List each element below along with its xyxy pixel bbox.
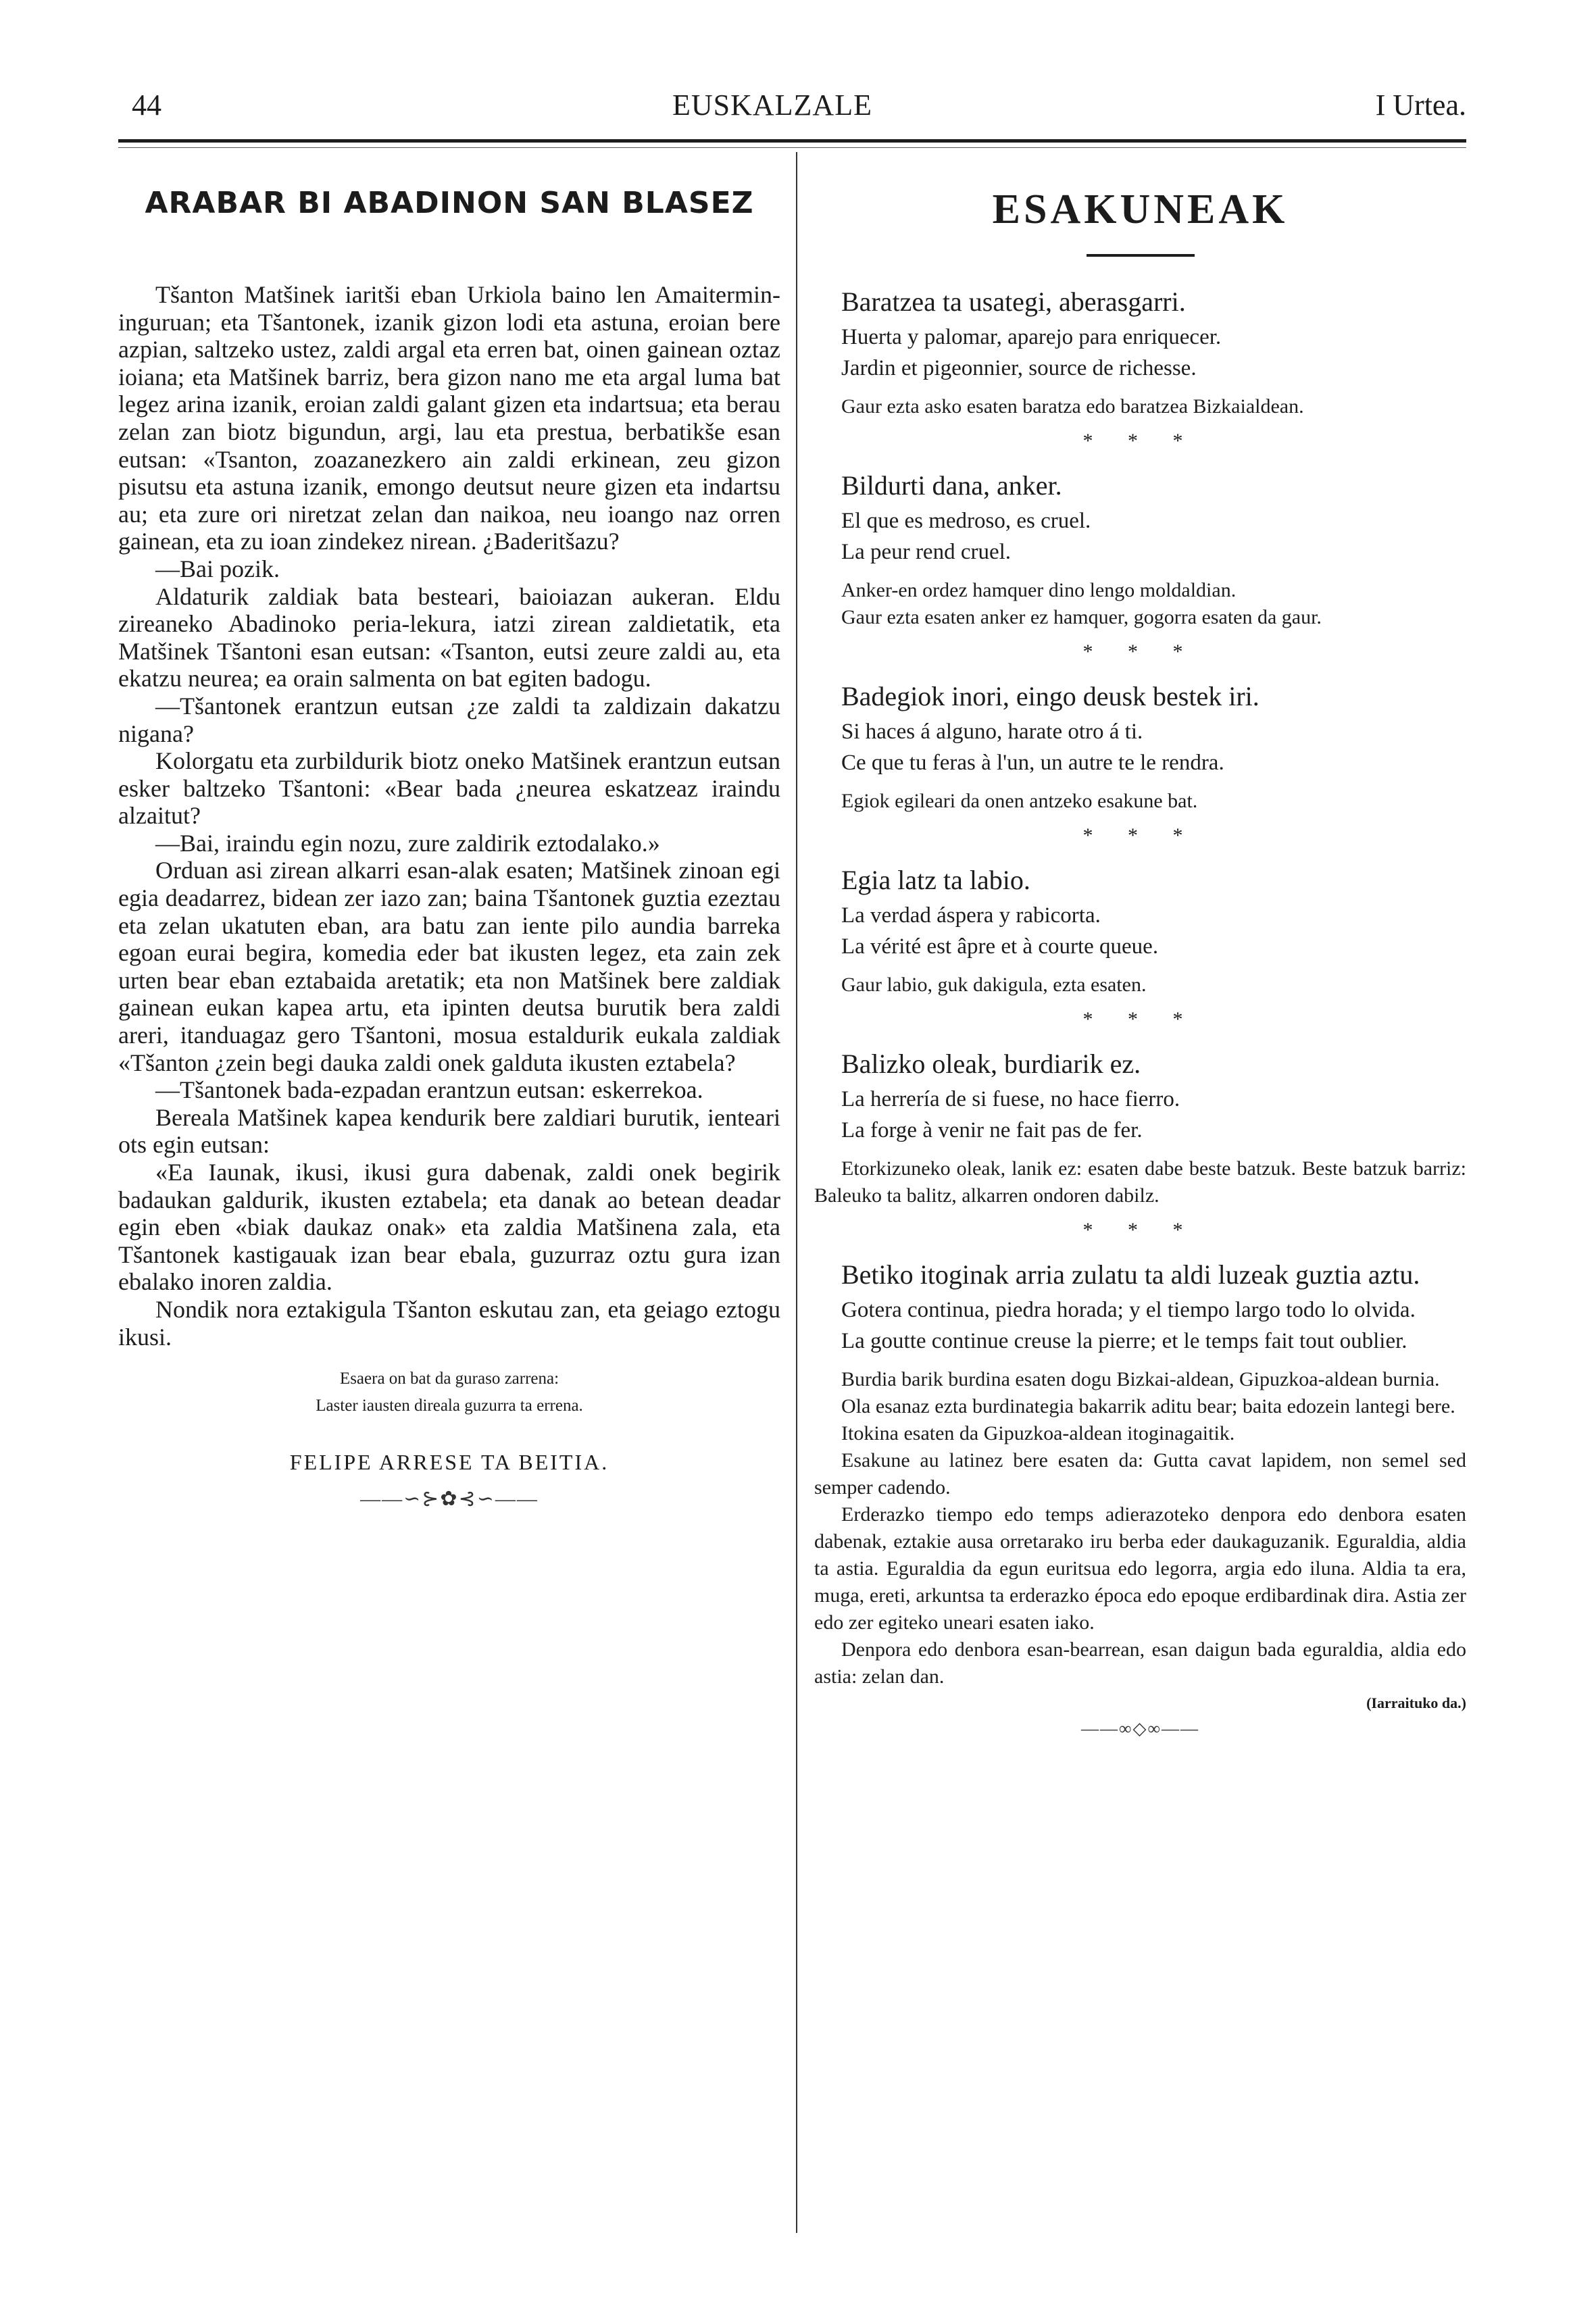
proverb-note: Gaur ezta asko esaten baratza edo baratzea Bizkaialdean. bbox=[841, 395, 1304, 418]
volume-label: I Urtea. bbox=[1375, 89, 1466, 122]
proverb-note: Denpora edo denbora esan-bearrean, esan daigun bada eguraldia, aldia edo astia: zelan dan. bbox=[814, 1638, 1466, 1688]
proverb-note: Ola esanaz ezta burdinategia bakarrik aditu bear; baita edozein lantegi bere. bbox=[841, 1395, 1455, 1417]
page-number: 44 bbox=[132, 89, 161, 122]
proverb-note: Anker-en ordez hamquer dino lengo moldaldian. bbox=[841, 579, 1237, 601]
article-paragraph: —Tšantonek bada-ezpadan erantzun eutsan: eskerrekoa. bbox=[155, 1076, 703, 1104]
proverb-basque: Bildurti dana, anker. bbox=[841, 470, 1062, 501]
proverb-entry bbox=[814, 677, 1466, 815]
article-paragraph: —Tšantonek erantzun eutsan ¿ze zaldi ta zaldizain dakatzu nigana? bbox=[118, 692, 780, 747]
page-header bbox=[118, 88, 1466, 135]
article-paragraph: Tšanton Matšinek iaritši eban Urkiola baino len Amaitermin-inguruan; eta Tšantonek, izanik gizon lodi eta astuna, eroian bere azpian, saltzeko ustez, zaldi argal eta erren bat, oinen gainean oztaz ioiana; eta Matšinek barriz, bera gizon nano me eta argal luma bat legez arina izanik, eroian zaldi galant gizen eta indartsua; eta berau zelan zan biotz bigundun, argi, lau eta prestua, berbatikše esan eutsan: «Tsanton, zoazanezkero ain zaldi erkinean, zeu gizon pisutsu eta astuna izanik, emongo deutsut neure gizen eta indartsu au; eta zure ori niretzat zelan dan naikoa, neu ioango naz orren gainean, eta zu ioan zindekez nirean. ¿Baderitšazu? bbox=[118, 281, 780, 555]
proverb-french: La vérité est âpre et à courte queue. bbox=[841, 934, 1159, 959]
proverb-basque: Betiko itoginak arria zulatu ta aldi luzeak guztia aztu. bbox=[841, 1259, 1420, 1290]
proverb-basque: Badegiok inori, eingo deusk bestek iri. bbox=[841, 681, 1260, 711]
separator-stars: * * * bbox=[1082, 824, 1198, 847]
title-underline bbox=[1087, 254, 1195, 257]
proverb-french: Jardin et pigeonnier, source de richesse. bbox=[841, 356, 1197, 380]
proverb-note: Etorkizuneko oleak, lanik ez: esaten dabe beste batzuk. Beste batzuk barriz: Baleuko ta balitz, alkarren ondoren dabilz. bbox=[814, 1157, 1466, 1207]
proverb-entry bbox=[814, 861, 1466, 999]
proverb-french: La goutte continue creuse la pierre; et le temps fait tout oublier. bbox=[841, 1329, 1407, 1353]
article-paragraph: Orduan asi zirean alkarri esan-alak esaten; Matšinek zinoan egi egia deadarrez, bidean zer iazo zan; baina Tšantonek guztia ezeztau eta zelan ukatuten eban, ara batu zan iente pilo aundia barreka egoan eurai begira, komedia eder bat ikusten legez, eta zain zek urten bear eban eztabaida aretatik; eta non Matšinek bere zaldiak gainean eukan kapea artu, eta ipinten deutsa burutik bera zaldi areri, itanduagaz gero Tšantoni, mosua estaldurik eukala zaldiak «Tšanton ¿zein begi dauka zaldi onek galduta ikusten eztabela? bbox=[118, 857, 780, 1076]
ornament-divider: ——∽⊱✿⊰∽—— bbox=[360, 1488, 539, 1511]
proverb-note: Gaur ezta esaten anker ez hamquer, gogorra esaten da gaur. bbox=[841, 606, 1322, 628]
proverb-spanish: La verdad áspera y rabicorta. bbox=[841, 903, 1101, 928]
proverb-note: Gaur labio, guk dakigula, ezta esaten. bbox=[841, 974, 1147, 996]
proverb-entry bbox=[814, 282, 1466, 420]
proverb-french: La peur rend cruel. bbox=[841, 540, 1012, 564]
proverb-spanish: La herrería de si fuese, no hace fierro. bbox=[841, 1087, 1180, 1111]
motto-line: Laster iausten direala guzurra ta errena. bbox=[316, 1397, 583, 1415]
article-paragraph: —Bai pozik. bbox=[155, 555, 280, 582]
right-column bbox=[814, 149, 1466, 1739]
proverb-basque: Egia latz ta labio. bbox=[841, 865, 1030, 895]
proverb-spanish: Si haces á alguno, harate otro á ti. bbox=[841, 720, 1143, 744]
left-column bbox=[118, 149, 780, 1511]
article-title: ARABAR BI ABADINON SAN BLASEZ bbox=[145, 186, 754, 220]
proverb-entry bbox=[814, 1045, 1466, 1209]
article-paragraph: Bereala Matšinek kapea kendurik bere zaldiari burutik, ienteari ots egin eutsan: bbox=[118, 1103, 780, 1159]
continued-note: (Iarraituko da.) bbox=[1366, 1694, 1466, 1711]
proverb-spanish: Gotera continua, piedra horada; y el tiempo largo todo lo olvida. bbox=[841, 1298, 1416, 1322]
article-paragraph: Kolorgatu eta zurbildurik biotz oneko Matšinek erantzun eutsan esker baltzeko Tšantoni: «Bear bada ¿neurea eskatzeaz iraindu alzaitut? bbox=[118, 747, 780, 830]
proverb-note: Itokina esaten da Gipuzkoa-aldean itoginagaitik. bbox=[841, 1422, 1235, 1444]
column-divider bbox=[796, 152, 797, 2233]
motto-line: Esaera on bat da guraso zarrena: bbox=[339, 1369, 559, 1388]
article-paragraph: Aldaturik zaldiak bata besteari, baioiazan aukeran. Eldu zireaneko Abadinoko peria-lekura, iatzi zirean zaldietatik, eta Matšinek Tšantoni esan eutsan: «Tsanton, eutsi zeure zaldi au, eta ekatzu neurea; ea orain salmenta on bat egiten badogu. bbox=[118, 582, 780, 693]
separator-stars: * * * bbox=[1082, 640, 1198, 663]
separator-stars: * * * bbox=[1082, 1008, 1198, 1030]
separator-stars: * * * bbox=[1082, 430, 1198, 452]
proverb-entry bbox=[814, 1255, 1466, 1690]
author-signature: FELIPE ARRESE TA BEITIA. bbox=[289, 1450, 609, 1475]
proverb-note: Egiok egileari da onen antzeko esakune bat. bbox=[841, 790, 1198, 812]
article-paragraph: —Bai, iraindu egin nozu, zure zaldirik eztodalako.» bbox=[155, 829, 660, 857]
journal-name: EUSKALZALE bbox=[672, 89, 872, 122]
article-paragraph: Nondik nora eztakigula Tšanton eskutau zan, eta geiago eztogu ikusi. bbox=[118, 1295, 780, 1351]
proverb-basque: Baratzea ta usategi, aberasgarri. bbox=[841, 286, 1186, 317]
section-title: ESAKUNEAK bbox=[992, 186, 1289, 232]
article-paragraph: «Ea Iaunak, ikusi, ikusi gura dabenak, zaldi onek begirik badaukan galdurik, ikusten eztabela; eta danak ao betean deadar egin eben «biak daukaz onak» eta zaldia Matšinena zala, eta Tšantonek kastigauak izan bear ebala, guzurraz oztu gura izan ebalako inoren zaldia. bbox=[118, 1159, 780, 1296]
ornament-divider: ——∞◇∞—— bbox=[1080, 1719, 1200, 1738]
proverb-note: Erderazko tiempo edo temps adierazoteko denpora edo denbora esaten dabenak, eztakie ausa orretarako iru berba eder daukaguzanik. Eguraldia, aldia ta astia. Eguraldia da egun euritsua edo legorra, argia edo iluna. Aldia ta era, muga, ereti, arkuntsa ta erderazko época edo epoque erdibardinak dira. Astia zer edo zer egiteko uneari esaten iako. bbox=[814, 1503, 1466, 1634]
header-rule bbox=[118, 139, 1466, 143]
proverb-spanish: Huerta y palomar, aparejo para enriquecer. bbox=[841, 325, 1222, 349]
header-rule-thin bbox=[118, 147, 1466, 148]
proverb-french: Ce que tu feras à l'un, un autre te le rendra. bbox=[841, 751, 1224, 775]
proverb-note: Burdia barik burdina esaten dogu Bizkai-aldean, Gipuzkoa-aldean burnia. bbox=[841, 1368, 1440, 1390]
separator-stars: * * * bbox=[1082, 1219, 1198, 1241]
proverb-french: La forge à venir ne fait pas de fer. bbox=[841, 1118, 1143, 1142]
proverb-basque: Balizko oleak, burdiarik ez. bbox=[841, 1049, 1141, 1079]
proverb-spanish: El que es medroso, es cruel. bbox=[841, 509, 1091, 533]
article-body bbox=[118, 281, 780, 1351]
proverb-entry bbox=[814, 466, 1466, 631]
proverb-note: Esakune au latinez bere esaten da: Gutta cavat lapidem, non semel sed semper cadendo. bbox=[814, 1449, 1466, 1499]
